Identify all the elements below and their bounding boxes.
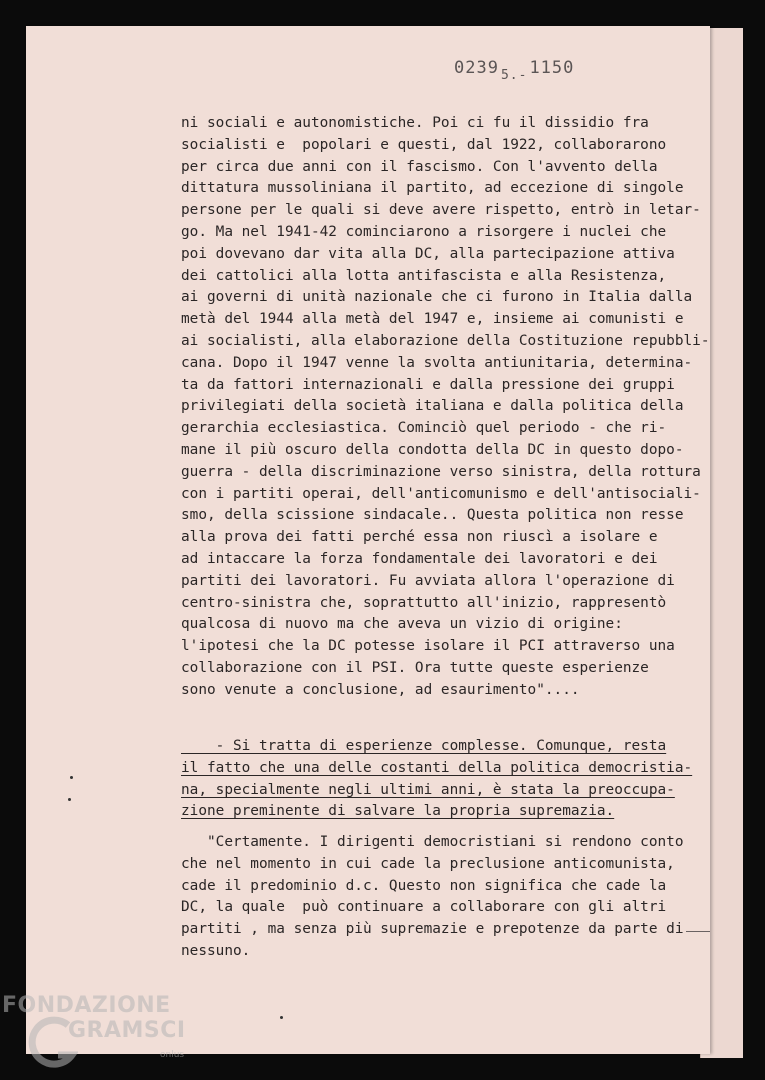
text-line: mane il più oscuro della condotta della DC in questo dopo- <box>181 441 684 458</box>
text-line: ni sociali e autonomistiche. Poi ci fu il dissidio fra <box>181 115 649 131</box>
text-line: gerarchia ecclesiastica. Cominciò quel periodo - che ri- <box>181 420 667 437</box>
margin-mark <box>68 798 71 801</box>
text-line: poi dovevano dar vita alla DC, alla partecipazione attiva <box>181 245 675 262</box>
text-line: che nel momento in cui cade la preclusione anticomunista, <box>181 855 675 872</box>
text-line: nessuno. <box>181 942 251 959</box>
text-line: ai governi di unità nazionale che ci furono in Italia dalla <box>181 289 693 306</box>
text-line: collaborazione con il PSI. Ora tutte queste esperienze <box>181 659 649 676</box>
typed-page <box>26 26 710 1054</box>
text-line: ad intaccare la forza fondamentale dei lavoratori e dei <box>181 550 658 567</box>
question-paragraph <box>181 736 711 823</box>
text-line: - Si tratta di esperienze complesse. Comunque, resta <box>181 738 667 754</box>
text-line: dei cattolici alla lotta antifascista e alla Resistenza, <box>181 267 667 284</box>
text-line: socialisti e popolari e questi, dal 1922, collaborarono <box>181 136 667 153</box>
text-line: go. Ma nel 1941-42 cominciarono a risorgere i nuclei che <box>181 223 667 240</box>
text-line: cade il predominio d.c. Questo non significa che cade la <box>181 877 667 894</box>
margin-rule <box>686 931 710 932</box>
text-line: cana. Dopo il 1947 venne la svolta antiunitaria, determina- <box>181 354 693 371</box>
text-line: persone per le quali si deve avere rispetto, entrò in letar- <box>181 202 701 219</box>
text-line: dittatura mussoliniana il partito, ad eccezione di singole <box>181 180 684 197</box>
text-line: zione preminente di salvare la propria supremazia. <box>181 803 615 820</box>
text-line: partiti , ma senza più supremazie e prepotenze da parte di <box>181 921 684 938</box>
paragraph-2 <box>181 832 711 963</box>
text-line: il fatto che una delle costanti della politica democristia- <box>181 759 693 776</box>
watermark-line-2: GRAMSCI <box>68 1018 186 1043</box>
text-line: privilegiati della società italiana e dalla politica della <box>181 398 684 415</box>
text-line: per circa due anni con il fascismo. Con l'avvento della <box>181 158 658 175</box>
text-line: l'ipotesi che la DC potesse isolare il PCI attraverso una <box>181 638 675 655</box>
text-line: sono venute a conclusione, ad esaurimento".... <box>181 681 580 698</box>
page-number-right: 1150 <box>529 58 575 78</box>
text-line: ta da fattori internazionali e dalla pressione dei gruppi <box>181 376 675 393</box>
text-line: centro-sinistra che, soprattutto all'inizio, rappresentò <box>181 594 667 611</box>
text-line: qualcosa di nuovo ma che aveva un vizio di origine: <box>181 616 623 633</box>
text-line: con i partiti operai, dell'anticomunismo e dell'antisociali- <box>181 485 701 502</box>
margin-mark <box>70 776 73 779</box>
text-line: DC, la quale può continuare a collaborare con gli altri <box>181 899 667 916</box>
text-line: alla prova dei fatti perché essa non riuscì a isolare e <box>181 529 658 546</box>
text-line: guerra - della discriminazione verso sinistra, della rottura <box>181 463 701 480</box>
text-line: na, specialmente negli ultimi anni, è stata la preoccupa- <box>181 781 675 798</box>
paragraph-1 <box>181 113 711 702</box>
margin-mark <box>280 1016 283 1019</box>
text-line: metà del 1944 alla metà del 1947 e, insieme ai comunisti e <box>181 311 684 328</box>
page-number-sub: 5.- <box>500 68 528 83</box>
text-line: partiti dei lavoratori. Fu avviata allora l'operazione di <box>181 572 675 589</box>
watermark-line-1: FONDAZIONE <box>2 993 171 1018</box>
text-line: "Certamente. I dirigenti democristiani si rendono conto <box>181 834 684 850</box>
page-number-left: 0239 <box>454 58 499 78</box>
text-line: ai socialisti, alla elaborazione della Costituzione repubbli- <box>181 332 710 349</box>
watermark-suffix: onlus <box>160 1050 185 1060</box>
fondazione-gramsci-watermark <box>2 993 202 1078</box>
text-line: smo, della scissione sindacale.. Questa politica non resse <box>181 507 684 524</box>
archive-page-number <box>454 58 575 83</box>
